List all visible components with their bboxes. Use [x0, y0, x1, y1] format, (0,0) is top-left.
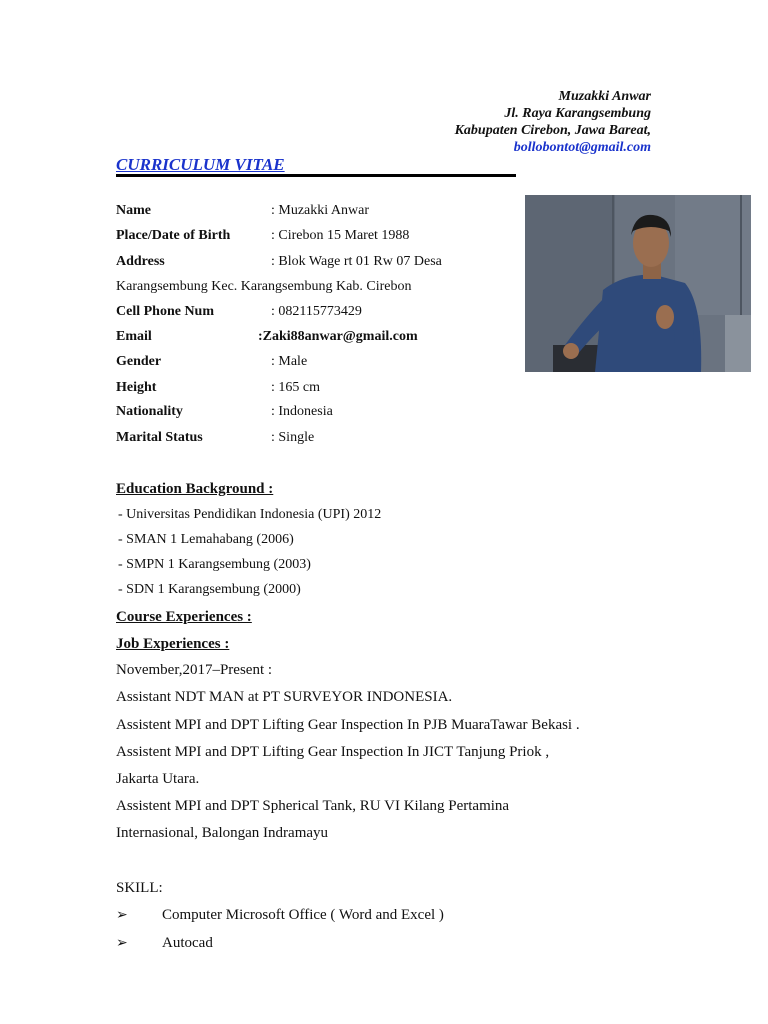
dob-value: : Cirebon 15 Maret 1988 — [271, 228, 410, 243]
nationality-label: Nationality — [116, 404, 183, 419]
job-line: Internasional, Balongan Indramayu — [116, 825, 329, 841]
gender-label: Gender — [116, 354, 162, 369]
height-label: Height — [116, 380, 157, 395]
education-item: - SDN 1 Karangsembung (2000) — [118, 582, 301, 597]
education-item: - Universitas Pendidikan Indonesia (UPI) 2012 — [118, 507, 382, 522]
email-value: :Zaki88anwar@gmail.com — [258, 329, 418, 344]
course-heading: Course Experiences : — [116, 609, 252, 625]
job-line: Assistant NDT MAN at PT SURVEYOR INDONESIA. — [116, 689, 453, 705]
gender-value: : Male — [271, 354, 308, 369]
job-line: Jakarta Utara. — [116, 771, 200, 787]
address-value: : Blok Wage rt 01 Rw 07 Desa — [271, 254, 442, 269]
skill-text: Computer Microsoft Office ( Word and Excel ) — [162, 907, 444, 923]
address-label: Address — [116, 254, 165, 269]
address-continuation: Karangsembung Kec. Karangsembung Kab. Cirebon — [116, 279, 412, 294]
header-name: Muzakki Anwar — [558, 89, 651, 104]
phone-value: : 082115773429 — [271, 304, 362, 319]
job-line: Assistent MPI and DPT Lifting Gear Inspection In JICT Tanjung Priok , — [116, 744, 550, 760]
email-label: Email — [116, 329, 152, 344]
nationality-value: : Indonesia — [271, 404, 333, 419]
title-rule — [116, 174, 516, 177]
marital-value: : Single — [271, 430, 315, 445]
skill-text: Autocad — [162, 935, 213, 951]
job-line: Assistent MPI and DPT Lifting Gear Inspection In PJB MuaraTawar Bekasi . — [116, 717, 580, 733]
arrow-bullet-icon: ➢ — [116, 907, 128, 923]
cv-title: CURRICULUM VITAE — [116, 155, 285, 174]
dob-label: Place/Date of Birth — [116, 228, 231, 243]
skill-heading: SKILL: — [116, 880, 163, 896]
phone-label: Cell Phone Num — [116, 304, 214, 319]
header-street: Jl. Raya Karangsembung — [504, 106, 651, 121]
job-line: Assistent MPI and DPT Spherical Tank, RU VI Kilang Pertamina — [116, 798, 510, 814]
height-value: : 165 cm — [271, 380, 320, 395]
portrait-photo — [525, 195, 751, 372]
name-label: Name — [116, 203, 151, 218]
header-email-link[interactable]: bollobontot@gmail.com — [513, 140, 651, 155]
header-city: Kabupaten Cirebon, Jawa Bareat, — [454, 123, 651, 138]
job-line: November,2017–Present : — [116, 662, 273, 678]
marital-label: Marital Status — [116, 430, 203, 445]
education-item: - SMPN 1 Karangsembung (2003) — [118, 557, 311, 572]
name-value: : Muzakki Anwar — [271, 203, 369, 218]
arrow-bullet-icon: ➢ — [116, 935, 128, 951]
education-item: - SMAN 1 Lemahabang (2006) — [118, 532, 294, 547]
education-heading: Education Background : — [116, 481, 274, 497]
job-heading: Job Experiences : — [116, 636, 230, 652]
